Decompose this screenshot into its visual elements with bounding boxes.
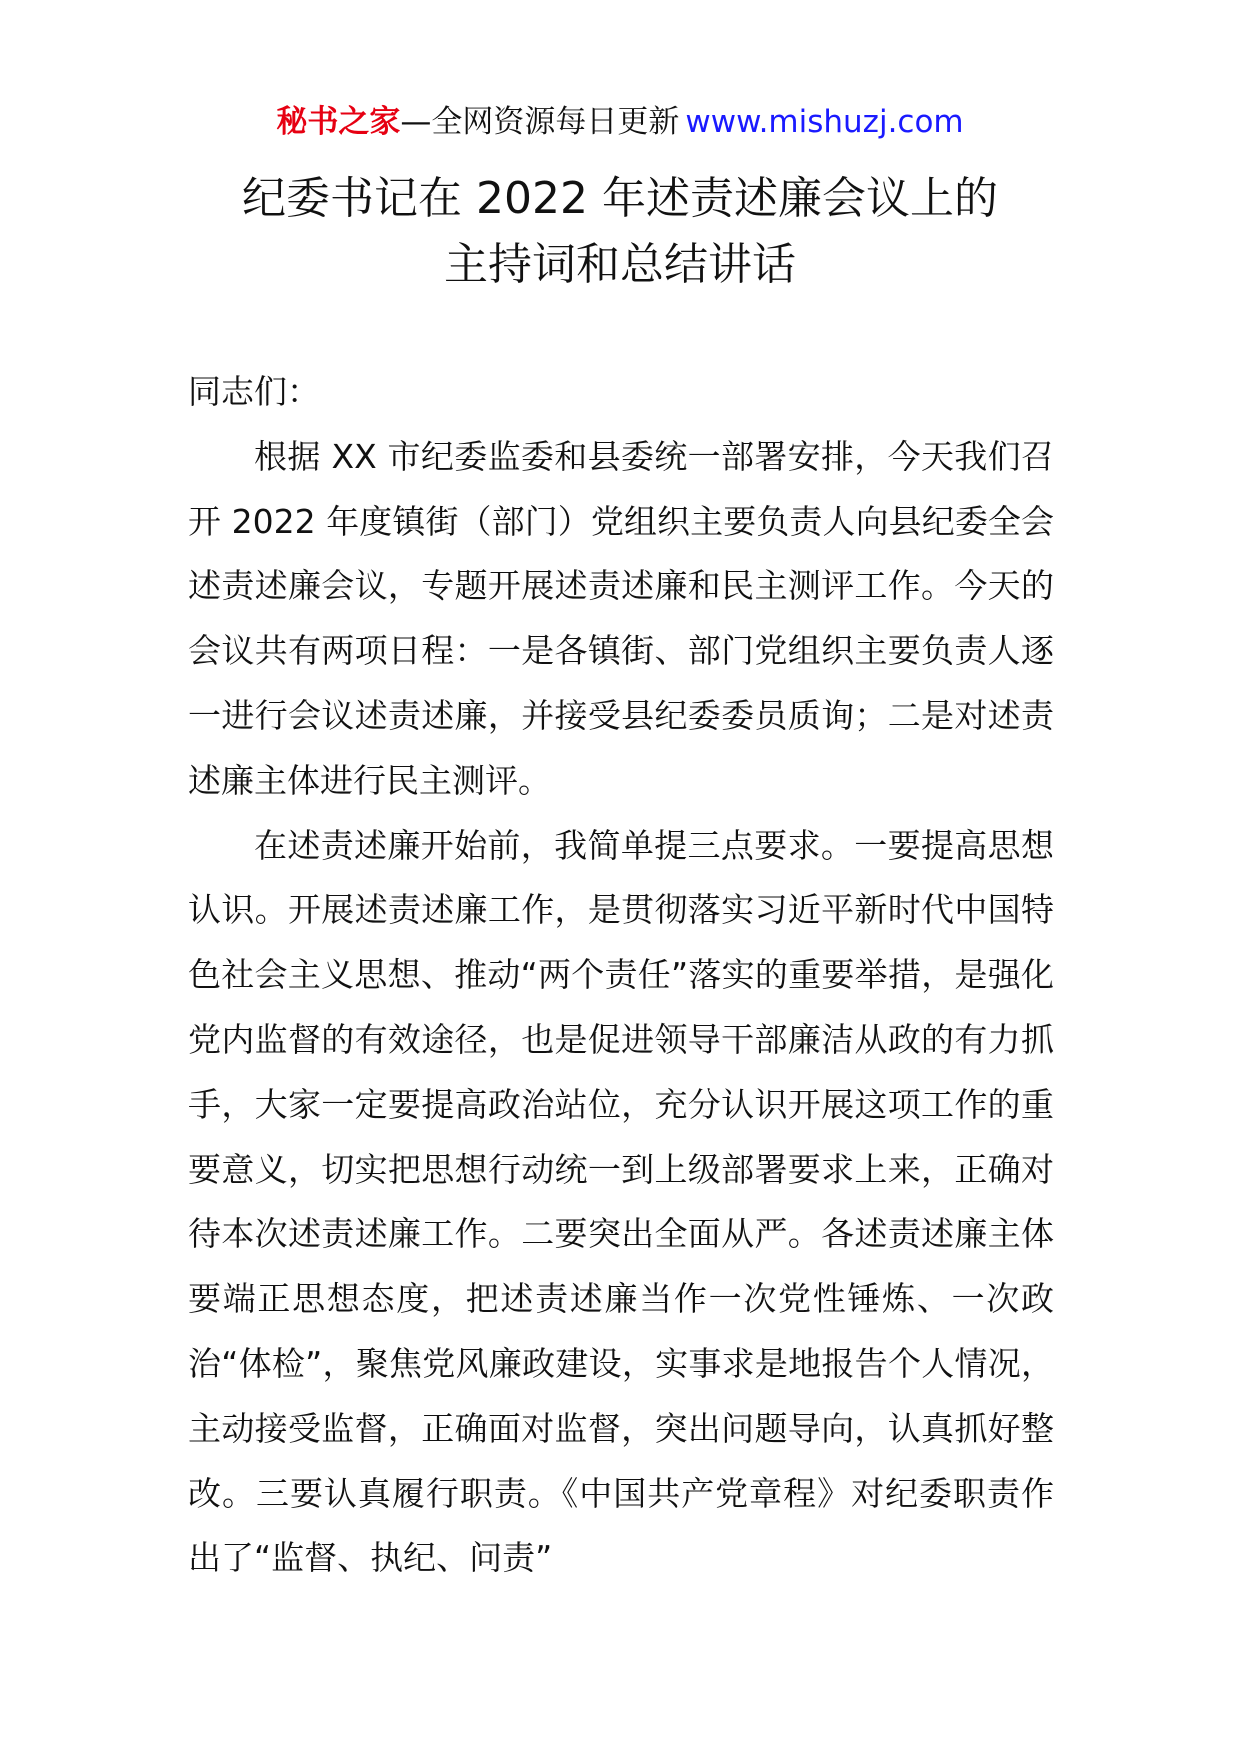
- title-line-1: 纪委书记在 2022 年述责述廉会议上的: [242, 173, 998, 224]
- title-line-2: 主持词和总结讲话: [444, 239, 796, 290]
- site-link[interactable]: www.mishuzj.com: [685, 104, 964, 140]
- document-body: [188, 360, 1054, 1591]
- site-header: [0, 100, 1240, 144]
- header-tagline: —全网资源每日更新: [400, 104, 680, 140]
- salutation: 同志们：: [188, 372, 320, 411]
- document-title: [0, 166, 1240, 298]
- paragraph-2: 在述责述廉开始前，我简单提三点要求。一要提高思想认识。开展述责述廉工作，是贯彻落实习近平新时代中国特色社会主义思想、推动“两个责任”落实的重要举措，是强化党内监督的有效途径，也是促进领导干部廉洁从政的有力抓手，大家一定要提高政治站位，充分认识开展这项工作的重要意义，切实把思想行动统一到上级部署要求上来，正确对待本次述责述廉工作。二要突出全面从严。各述责述廉主体要端正思想态度，把述责述廉当作一次党性锤炼、一次政治“体检”，聚焦党风廉政建设，实事求是地报告个人情况，主动接受监督，正确面对监督，突出问题导向，认真抓好整改。三要认真履行职责。《中国共产党章程》对纪委职责作出了“监督、执纪、问责”: [188, 825, 1054, 1578]
- paragraph-1: 根据 XX 市纪委监委和县委统一部署安排，今天我们召开 2022 年度镇街（部门）党组织主要负责人向县纪委全会述责述廉会议，专题开展述责述廉和民主测评工作。今天的会议共有两项日程：一是各镇街、部门党组织主要负责人逐一进行会议述责述廉，并接受县纪委委员质询；二是对述责述廉主体进行民主测评。: [188, 436, 1054, 800]
- brand-name: 秘书之家: [276, 104, 401, 140]
